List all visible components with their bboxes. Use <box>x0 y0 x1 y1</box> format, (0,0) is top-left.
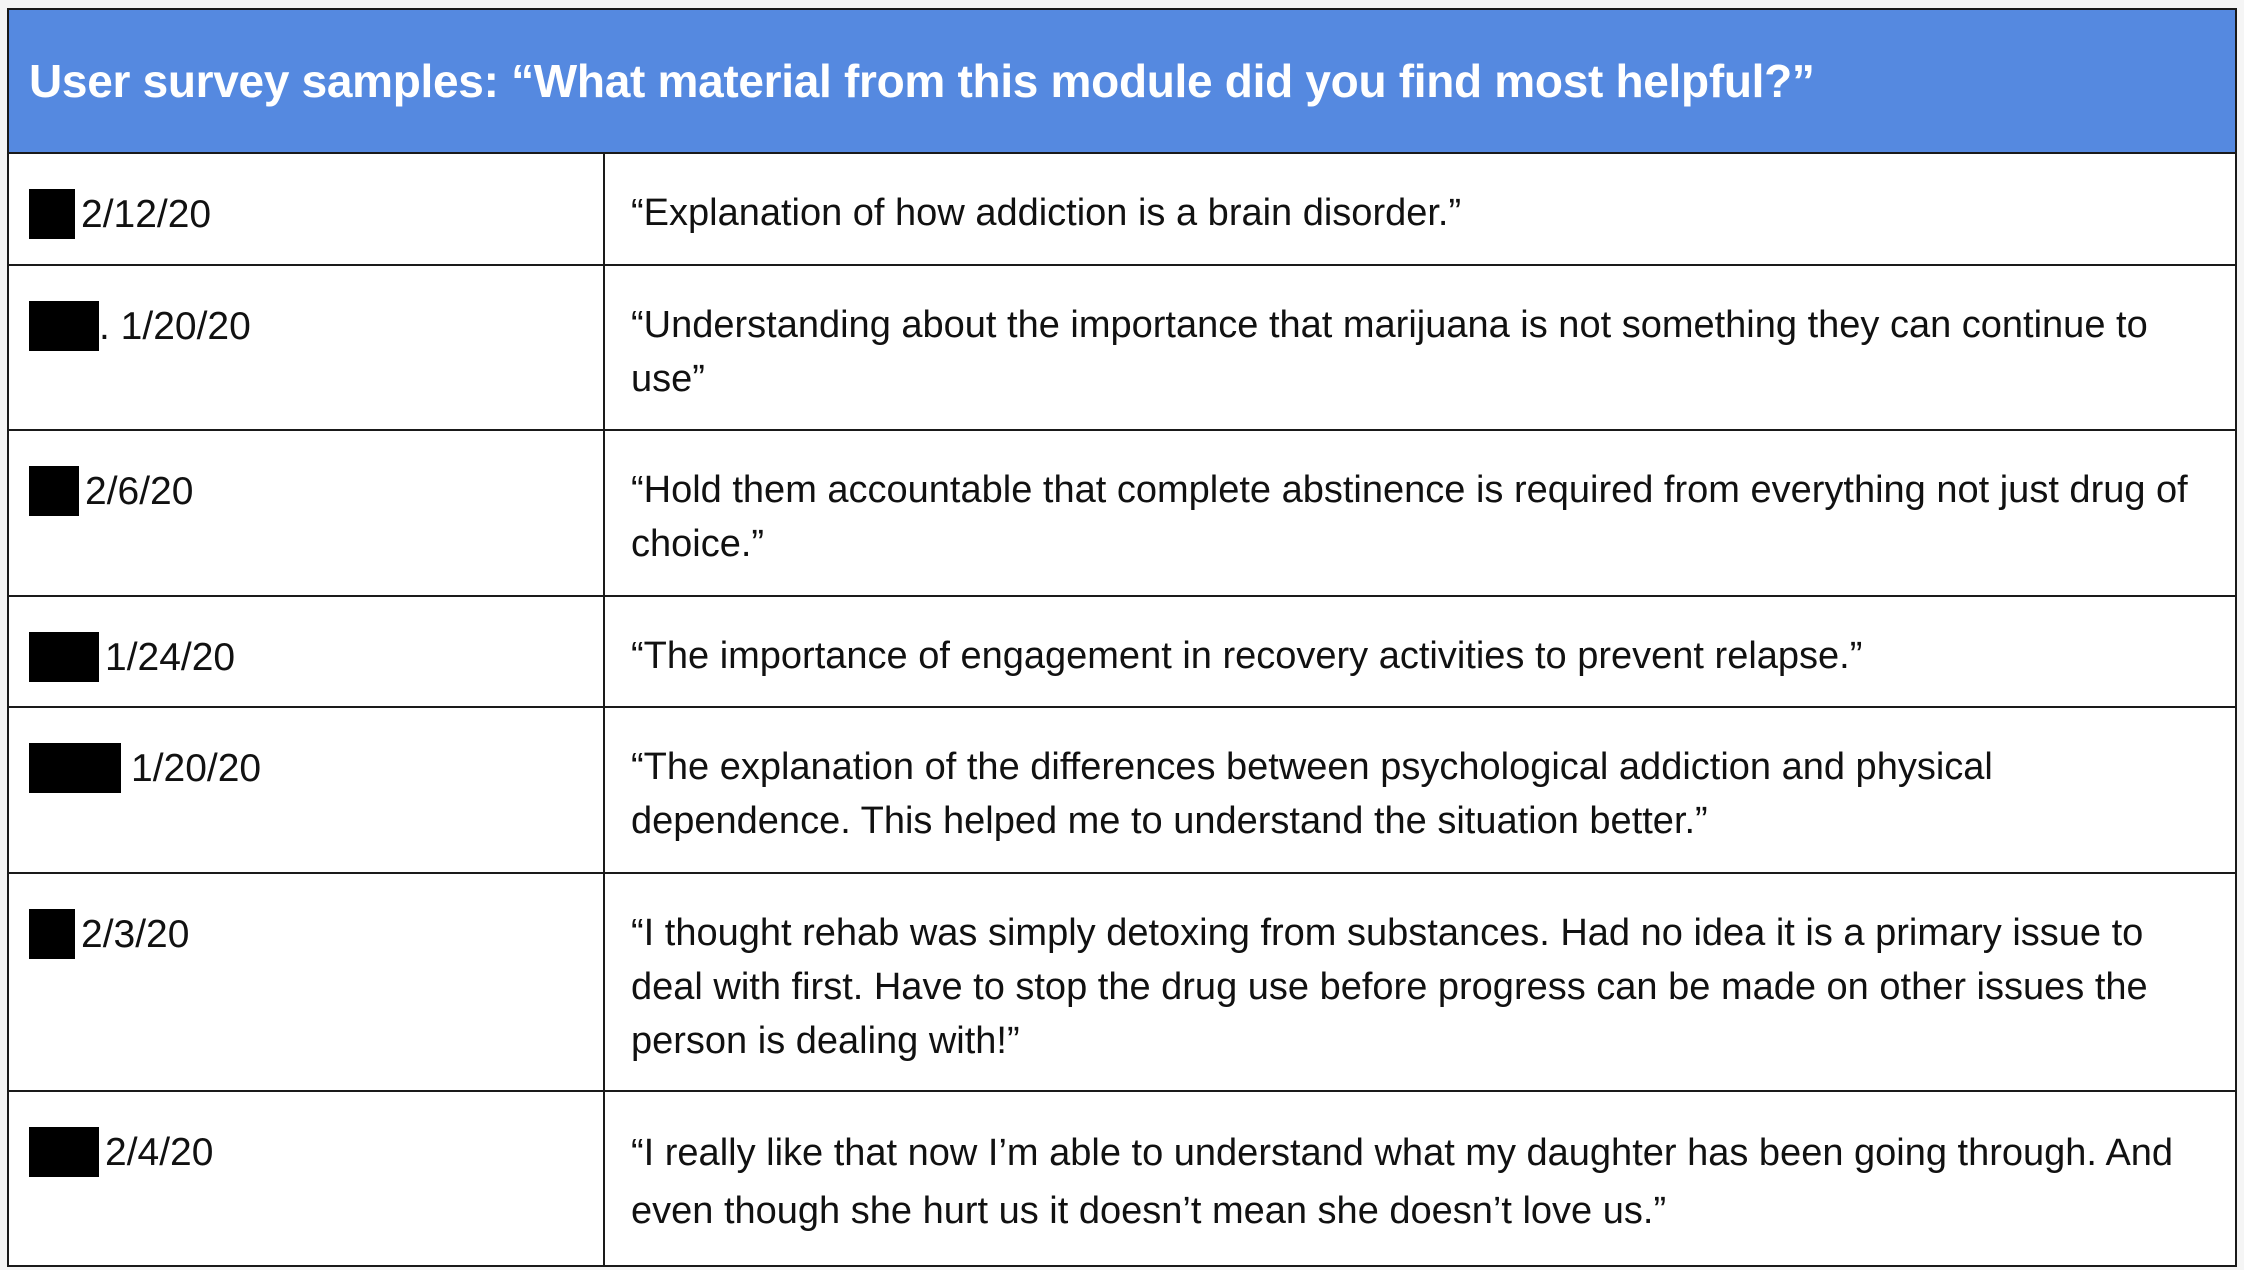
survey-table <box>7 8 2237 1267</box>
response-quote: “The importance of engagement in recovery activities to prevent relapse.” <box>604 596 2236 707</box>
response-quote: “The explanation of the differences between psychological addiction and physical dependence. This helped me to understand the situation better.” <box>604 707 2236 873</box>
response-quote: “Explanation of how addiction is a brain disorder.” <box>604 153 2236 265</box>
respondent-date-cell <box>8 873 604 1091</box>
redaction-box <box>29 466 79 516</box>
table-header-row <box>8 9 2236 153</box>
respondent-date-cell <box>8 430 604 596</box>
survey-date: 2/12/20 <box>81 193 212 236</box>
table-row <box>8 596 2236 707</box>
table-row <box>8 430 2236 596</box>
survey-date: 2/4/20 <box>105 1131 214 1174</box>
table-row <box>8 707 2236 873</box>
response-quote: “Hold them accountable that complete abstinence is required from everything not just drug of choice.” <box>604 430 2236 596</box>
table-row <box>8 873 2236 1091</box>
response-quote: “I really like that now I’m able to understand what my daughter has been going through. And even though she hurt us it doesn’t mean she doesn’t love us.” <box>604 1091 2236 1266</box>
table-row <box>8 1091 2236 1266</box>
table-row <box>8 265 2236 430</box>
respondent-date-cell <box>8 707 604 873</box>
table-title: User survey samples: “What material from this module did you find most helpful?” <box>8 9 2236 153</box>
survey-date: . 1/20/20 <box>99 305 251 348</box>
redaction-box <box>29 909 75 959</box>
redaction-box <box>29 189 75 239</box>
table-row <box>8 153 2236 265</box>
respondent-date-cell <box>8 596 604 707</box>
redaction-box <box>29 301 99 351</box>
respondent-date-cell <box>8 265 604 430</box>
survey-date: 2/3/20 <box>81 913 190 956</box>
survey-date: 1/24/20 <box>105 636 236 679</box>
respondent-date-cell <box>8 1091 604 1266</box>
redaction-box <box>29 632 99 682</box>
redaction-box <box>29 1127 99 1177</box>
survey-date: 1/20/20 <box>131 747 262 790</box>
respondent-date-cell <box>8 153 604 265</box>
response-quote: “I thought rehab was simply detoxing from substances. Had no idea it is a primary issue to deal with first. Have to stop the drug use before progress can be made on other issues the person is dealing with!” <box>604 873 2236 1091</box>
survey-date: 2/6/20 <box>85 470 194 513</box>
response-quote: “Understanding about the importance that marijuana is not something they can continue to use” <box>604 265 2236 430</box>
redaction-box <box>29 743 121 793</box>
